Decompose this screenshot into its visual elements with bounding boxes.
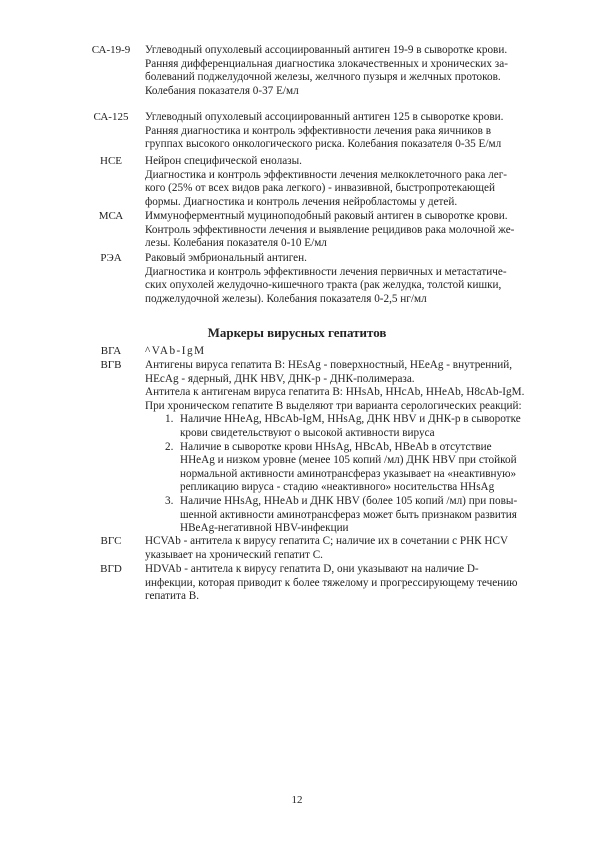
marker-code: СА-19-9 (91, 44, 131, 56)
marker-code: СА-125 (93, 111, 129, 123)
page-number: 12 (291, 794, 303, 806)
text-line: НВеAg-негативной НВV-инфекции (180, 522, 349, 535)
text-line: Наличие в сыворотке крови ННsAg, НВсAb, НВеAb в отсутствие (180, 440, 492, 453)
text-line: шенной активности аминотрансфераз может быть признаком развития (180, 508, 517, 521)
text-line: Нейрон специфической енолазы. (145, 155, 302, 167)
text-line: Диагностика и контроль эффективности лечения первичных и метастатиче- (145, 265, 507, 278)
text-line: Ранняя дифференциальная диагностика злокачественных и хронических за- (145, 57, 508, 70)
text-line: Контроль эффективности лечения и выявление рецидивов рака молочной же- (145, 223, 515, 236)
list-item (145, 413, 550, 440)
list-number: 1. (165, 413, 174, 426)
text-line: ских опухолей желудочно-кишечного тракта (рак желудка, толстой кишки, (145, 279, 502, 292)
text-line: ННеAg и низком уровне (менее 105 копий /мл) ДНК НВV при стойкой (180, 454, 517, 467)
text-line: Ранняя диагностика и контроль эффективности лечения рака яичников в (145, 124, 491, 137)
text-line: гепатита В. (145, 590, 199, 603)
text-line: Раковый эмбриональный антиген. (145, 252, 307, 264)
text-line: поджелудочной железы). Колебания показателя 0-2,5 нг/мл (145, 292, 427, 305)
text-line: Наличие ННеAg, НВсAb-IgM, ННsAg, ДНК НВV и ДНК-р в сыворотке (180, 413, 521, 426)
text-line: Диагностика и контроль эффективности лечения мелкоклеточного рака лег- (145, 168, 508, 181)
text-line: группах высокого онкологического риска. Колебания показателя 0-35 Е/мл (145, 138, 502, 151)
marker-description (145, 155, 550, 209)
text-line: формы. Диагностика и контроль лечения нейробластомы у детей. (145, 195, 458, 208)
marker-description (145, 44, 550, 98)
marker-description (145, 359, 550, 536)
marker-code: МСА (98, 210, 124, 222)
text-line: репликацию вируса - стадию «неактивного» носительства ННsAg (180, 481, 495, 494)
text-line: кого (25% от всех видов рака легкого) - инвазивной, быстропротекающей (145, 182, 495, 195)
text-line: лезы. Колебания показателя 0-10 Е/мл (145, 237, 327, 250)
marker-description: ^VAb-IgM (145, 345, 206, 357)
marker-description (145, 535, 550, 562)
text-line: НDVAb - антитела к вирусу гепатита D, они указывают на наличие D- (145, 563, 479, 575)
text-line: Иммуноферментный муциноподобный раковый антиген в сыворотке крови. (145, 210, 508, 222)
text-line: Наличие ННsAg, ННеAb и ДНК НВV (более 105 копий /мл) при повы- (180, 494, 518, 507)
marker-description (145, 210, 550, 251)
marker-code: РЭА (100, 252, 122, 264)
text-line: указывает на хронический гепатит С. (145, 548, 323, 561)
section-title: Маркеры вирусных гепатитов (207, 325, 387, 340)
text-line: При хроническом гепатите В выделяют три варианта серологических реакций: (145, 399, 522, 412)
marker-code: ВГС (100, 535, 122, 547)
list-item (145, 495, 550, 536)
text-line: крови свидетельствуют о высокой активности вируса (180, 426, 435, 439)
marker-code: ВГА (100, 345, 122, 357)
marker-code: ВГD (100, 563, 122, 575)
marker-description (145, 563, 550, 604)
marker-description (145, 111, 550, 152)
text-line: НЕсAg - ядерный, ДНК НВV, ДНК-р - ДНК-полимераза. (145, 372, 415, 385)
marker-description (145, 252, 550, 306)
serology-list (145, 413, 550, 535)
text-line: инфекции, которая приводит к более тяжелому и прогрессирующему течению (145, 576, 518, 589)
text-line: Антитела к антигенам вируса гепатита В: ННsAb, ННсAb, ННеAb, Н8сAb-IgM. (145, 386, 525, 399)
text-line: Углеводный опухолевый ассоциированный антиген 125 в сыворотке крови. (145, 111, 504, 123)
text-line: Колебания показателя 0-37 Е/мл (145, 84, 299, 97)
text-line: болеваний поджелудочной железы, желчного пузыря и желчных протоков. (145, 71, 501, 84)
list-number: 3. (165, 494, 174, 507)
list-number: 2. (165, 440, 174, 453)
text-line: нормальной активности аминотрансфераз указывает на «неактивную» (180, 467, 517, 480)
marker-code: ВГВ (100, 359, 122, 371)
marker-code: НСЕ (100, 155, 122, 167)
text-line: Углеводный опухолевый ассоциированный антиген 19-9 в сыворотке крови. (145, 44, 508, 56)
text-line: НСVAb - антитела к вирусу гепатита С; наличие их в сочетании с РНК НСV (145, 535, 509, 547)
list-item (145, 441, 550, 495)
text-line: Антигены вируса гепатита В: НЕsAg - поверхностный, НЕеAg - внутренний, (145, 359, 512, 371)
